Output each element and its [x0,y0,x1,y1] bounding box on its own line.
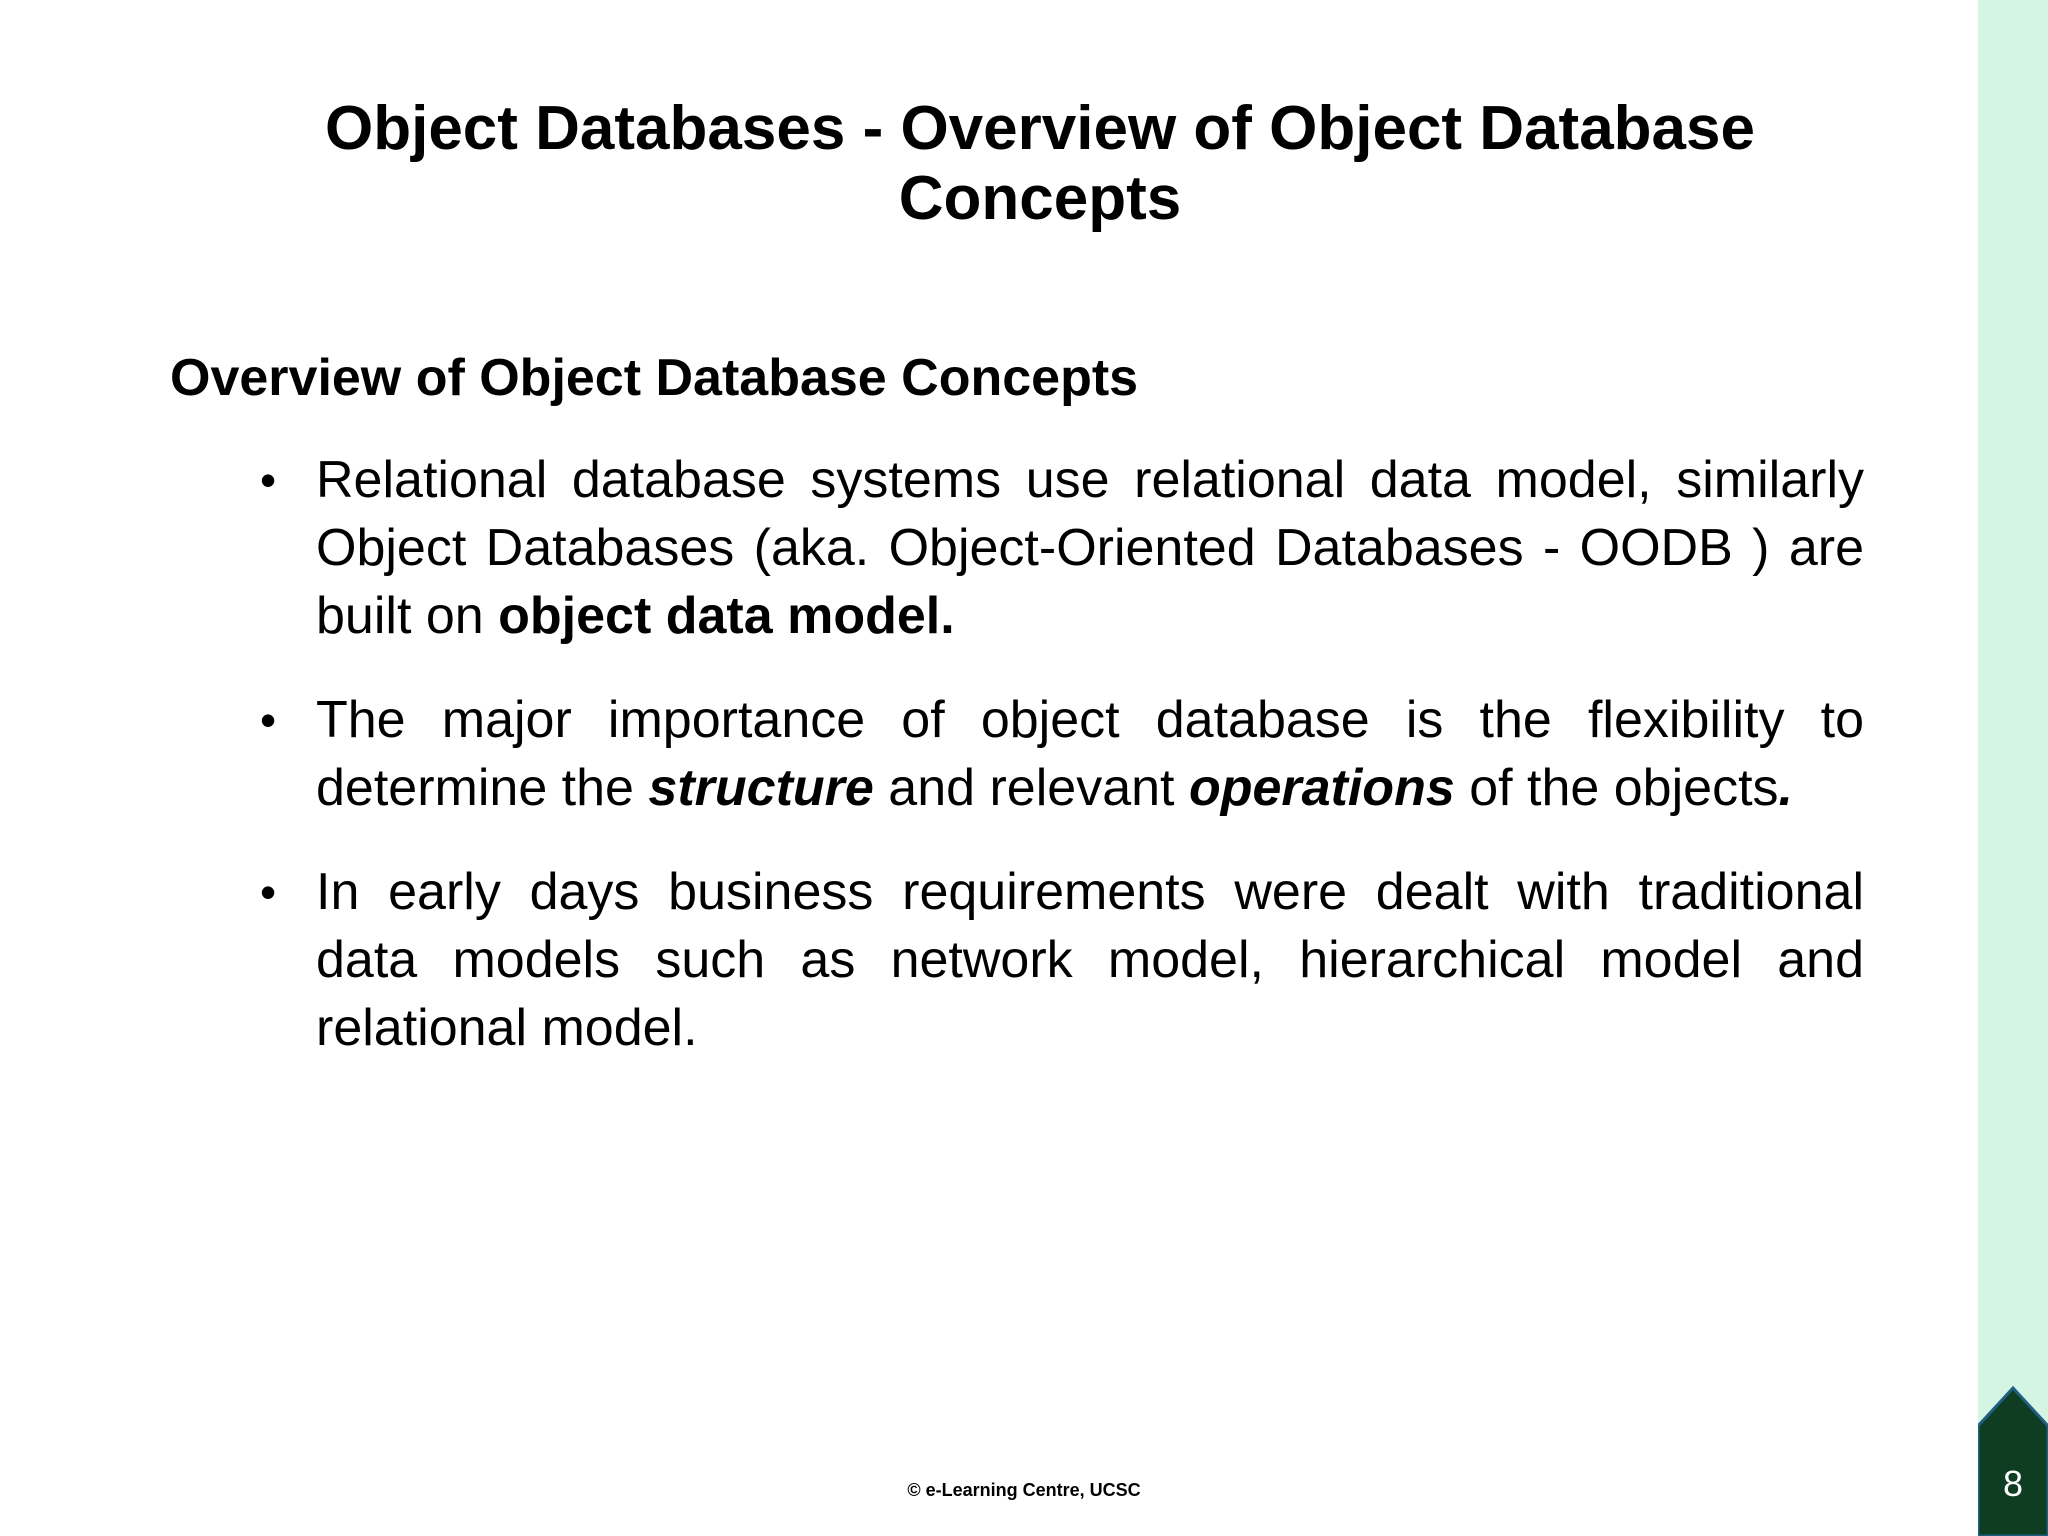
bullet-text: and relevant [873,759,1189,817]
bullet-text: In early days business requirements were dealt with traditional data models such as network model, hierarchical model and relational model. [316,863,1864,1057]
bullet-item [260,686,1864,822]
bullet-list [260,446,1864,1098]
slide-title-line1: Object Databases - Overview of Object Database [325,94,1755,163]
footer-copyright: © e-Learning Centre, UCSC [907,1480,1141,1500]
bullet-item [260,858,1864,1062]
bullet-text: Relational database systems use relational data model, similarly Object Databases (aka. Object-Oriented Databases - OODB ) are built on [316,451,1864,645]
bullet-emphasis-structure: structure [648,759,874,817]
bullet-dot: • [260,454,277,506]
page-badge-icon [1978,1386,2048,1536]
bullet-text: The major importance of object database is the flexibility to determine the [316,691,1864,817]
bullet-item [260,446,1864,650]
side-strip [1978,0,2048,1536]
bullet-dot: • [260,866,277,918]
bullet-emphasis-period: . [1778,759,1793,817]
section-heading: Overview of Object Database Concepts [170,349,1139,407]
page-number: 8 [2002,1463,2024,1504]
bullet-emphasis-operations: operations [1188,759,1455,817]
bullet-bold-text: object data model. [498,587,955,645]
slide-title [180,94,1900,234]
bullet-dot: • [260,694,277,746]
bullet-text: of the objects [1454,759,1779,817]
slide-title-line2: Concepts [898,164,1182,233]
